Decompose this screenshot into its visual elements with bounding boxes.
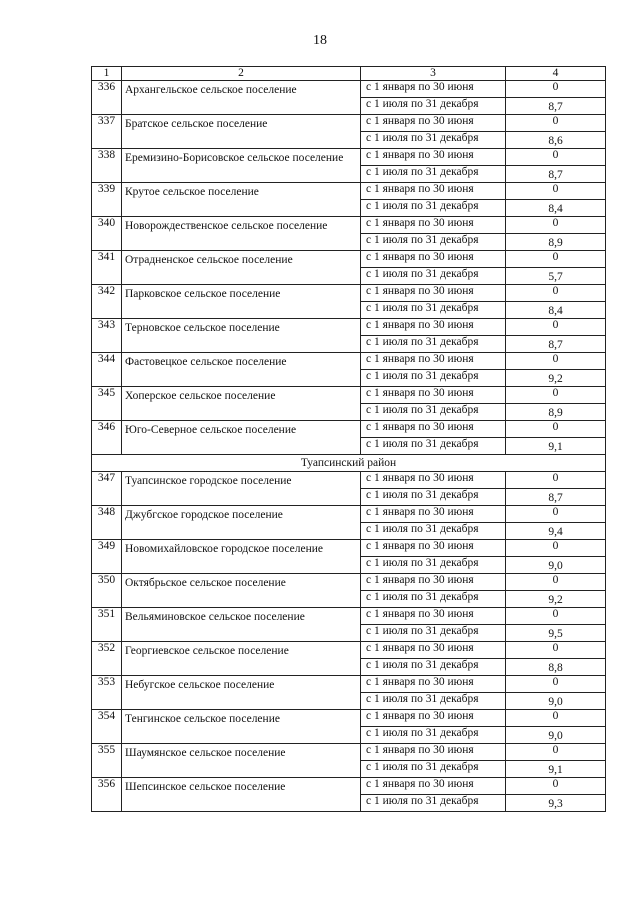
row-number: 350 [92, 574, 122, 608]
period-second-half: с 1 июля по 31 декабря [361, 98, 506, 115]
row-number: 341 [92, 251, 122, 285]
header-cell: 3 [361, 67, 506, 81]
period-second-half: с 1 июля по 31 декабря [361, 132, 506, 149]
settlement-name: Отрадненское сельское поселение [122, 251, 361, 285]
row-number: 337 [92, 115, 122, 149]
value-second-half: 8,7 [506, 336, 606, 353]
period-first-half: с 1 января по 30 июня [361, 285, 506, 302]
value-second-half: 8,7 [506, 98, 606, 115]
value-first-half: 0 [506, 642, 606, 659]
settlement-name: Небугское сельское поселение [122, 676, 361, 710]
period-first-half: с 1 января по 30 июня [361, 608, 506, 625]
period-first-half: с 1 января по 30 июня [361, 642, 506, 659]
table-row [92, 421, 606, 438]
settlement-name: Братское сельское поселение [122, 115, 361, 149]
period-second-half: с 1 июля по 31 декабря [361, 523, 506, 540]
value-second-half: 8,9 [506, 404, 606, 421]
value-second-half: 9,3 [506, 795, 606, 812]
period-second-half: с 1 июля по 31 декабря [361, 761, 506, 778]
row-number: 356 [92, 778, 122, 812]
settlement-name: Октябрьское сельское поселение [122, 574, 361, 608]
value-first-half: 0 [506, 149, 606, 166]
table-row [92, 506, 606, 523]
period-first-half: с 1 января по 30 июня [361, 778, 506, 795]
value-second-half: 8,7 [506, 489, 606, 506]
value-first-half: 0 [506, 115, 606, 132]
table-row [92, 81, 606, 98]
value-first-half: 0 [506, 608, 606, 625]
header-cell: 2 [122, 67, 361, 81]
period-second-half: с 1 июля по 31 декабря [361, 268, 506, 285]
settlement-name: Шепсинское сельское поселение [122, 778, 361, 812]
settlement-name: Новорождественское сельское поселение [122, 217, 361, 251]
row-number: 345 [92, 387, 122, 421]
settlement-name: Парковское сельское поселение [122, 285, 361, 319]
row-number: 348 [92, 506, 122, 540]
period-second-half: с 1 июля по 31 декабря [361, 625, 506, 642]
period-second-half: с 1 июля по 31 декабря [361, 557, 506, 574]
row-number: 352 [92, 642, 122, 676]
value-second-half: 9,1 [506, 438, 606, 455]
row-number: 339 [92, 183, 122, 217]
table-row [92, 676, 606, 693]
value-second-half: 9,0 [506, 557, 606, 574]
period-second-half: с 1 июля по 31 декабря [361, 166, 506, 183]
period-second-half: с 1 июля по 31 декабря [361, 404, 506, 421]
value-second-half: 8,9 [506, 234, 606, 251]
table-row [92, 608, 606, 625]
table-row [92, 472, 606, 489]
settlement-name: Джубгское городское поселение [122, 506, 361, 540]
page-number: 18 [313, 33, 327, 48]
settlement-name: Терновское сельское поселение [122, 319, 361, 353]
value-second-half: 9,4 [506, 523, 606, 540]
period-first-half: с 1 января по 30 июня [361, 421, 506, 438]
row-number: 353 [92, 676, 122, 710]
settlement-name: Шаумянское сельское поселение [122, 744, 361, 778]
value-second-half: 8,8 [506, 659, 606, 676]
period-first-half: с 1 января по 30 июня [361, 353, 506, 370]
table-row [92, 149, 606, 166]
settlement-name: Еремизино-Борисовское сельское поселение [122, 149, 361, 183]
period-first-half: с 1 января по 30 июня [361, 540, 506, 557]
table-row [92, 183, 606, 200]
row-number: 344 [92, 353, 122, 387]
value-first-half: 0 [506, 778, 606, 795]
period-second-half: с 1 июля по 31 декабря [361, 370, 506, 387]
value-first-half: 0 [506, 574, 606, 591]
period-second-half: с 1 июля по 31 декабря [361, 693, 506, 710]
period-first-half: с 1 января по 30 июня [361, 744, 506, 761]
table-row [92, 778, 606, 795]
settlement-name: Крутое сельское поселение [122, 183, 361, 217]
period-first-half: с 1 января по 30 июня [361, 506, 506, 523]
period-first-half: с 1 января по 30 июня [361, 217, 506, 234]
value-second-half: 8,4 [506, 200, 606, 217]
row-number: 347 [92, 472, 122, 506]
value-second-half: 9,0 [506, 693, 606, 710]
settlement-name: Архангельское сельское поселение [122, 81, 361, 115]
row-number: 354 [92, 710, 122, 744]
row-number: 343 [92, 319, 122, 353]
row-number: 342 [92, 285, 122, 319]
value-first-half: 0 [506, 217, 606, 234]
value-first-half: 0 [506, 285, 606, 302]
table-row [92, 353, 606, 370]
settlement-name: Туапсинское городское поселение [122, 472, 361, 506]
settlement-name: Юго-Северное сельское поселение [122, 421, 361, 455]
row-number: 346 [92, 421, 122, 455]
row-number: 338 [92, 149, 122, 183]
table-row [92, 574, 606, 591]
table-row [92, 387, 606, 404]
period-second-half: с 1 июля по 31 декабря [361, 336, 506, 353]
value-first-half: 0 [506, 472, 606, 489]
district-name: Туапсинский район [92, 455, 606, 472]
value-first-half: 0 [506, 353, 606, 370]
header-cell: 4 [506, 67, 606, 81]
period-second-half: с 1 июля по 31 декабря [361, 591, 506, 608]
period-first-half: с 1 января по 30 июня [361, 81, 506, 98]
period-second-half: с 1 июля по 31 декабря [361, 727, 506, 744]
period-second-half: с 1 июля по 31 декабря [361, 795, 506, 812]
value-first-half: 0 [506, 710, 606, 727]
period-first-half: с 1 января по 30 июня [361, 472, 506, 489]
period-first-half: с 1 января по 30 июня [361, 183, 506, 200]
table-row [92, 642, 606, 659]
value-second-half: 9,2 [506, 591, 606, 608]
row-number: 340 [92, 217, 122, 251]
table-row [92, 540, 606, 557]
value-first-half: 0 [506, 81, 606, 98]
period-first-half: с 1 января по 30 июня [361, 387, 506, 404]
period-second-half: с 1 июля по 31 декабря [361, 659, 506, 676]
value-second-half: 5,7 [506, 268, 606, 285]
value-first-half: 0 [506, 540, 606, 557]
value-second-half: 9,0 [506, 727, 606, 744]
row-number: 355 [92, 744, 122, 778]
row-number: 351 [92, 608, 122, 642]
value-first-half: 0 [506, 506, 606, 523]
value-second-half: 8,4 [506, 302, 606, 319]
district-row [92, 455, 606, 472]
value-second-half: 8,7 [506, 166, 606, 183]
settlement-name: Новомихайловское городское поселение [122, 540, 361, 574]
table-row [92, 115, 606, 132]
value-second-half: 8,6 [506, 132, 606, 149]
settlement-name: Тенгинское сельское поселение [122, 710, 361, 744]
value-first-half: 0 [506, 676, 606, 693]
period-first-half: с 1 января по 30 июня [361, 251, 506, 268]
table-row [92, 217, 606, 234]
value-first-half: 0 [506, 319, 606, 336]
table-row [92, 744, 606, 761]
period-first-half: с 1 января по 30 июня [361, 149, 506, 166]
header-cell: 1 [92, 67, 122, 81]
value-first-half: 0 [506, 421, 606, 438]
value-second-half: 9,5 [506, 625, 606, 642]
period-first-half: с 1 января по 30 июня [361, 319, 506, 336]
table-row [92, 285, 606, 302]
value-first-half: 0 [506, 183, 606, 200]
header-row [92, 67, 606, 81]
table-row [92, 319, 606, 336]
period-second-half: с 1 июля по 31 декабря [361, 200, 506, 217]
value-second-half: 9,2 [506, 370, 606, 387]
period-second-half: с 1 июля по 31 декабря [361, 489, 506, 506]
tariff-table [91, 66, 606, 812]
row-number: 349 [92, 540, 122, 574]
period-first-half: с 1 января по 30 июня [361, 574, 506, 591]
period-second-half: с 1 июля по 31 декабря [361, 438, 506, 455]
period-second-half: с 1 июля по 31 декабря [361, 234, 506, 251]
table-body [92, 67, 606, 812]
period-second-half: с 1 июля по 31 декабря [361, 302, 506, 319]
value-first-half: 0 [506, 251, 606, 268]
settlement-name: Вельяминовское сельское поселение [122, 608, 361, 642]
settlement-name: Хоперское сельское поселение [122, 387, 361, 421]
period-first-half: с 1 января по 30 июня [361, 676, 506, 693]
value-first-half: 0 [506, 387, 606, 404]
period-first-half: с 1 января по 30 июня [361, 115, 506, 132]
value-first-half: 0 [506, 744, 606, 761]
value-second-half: 9,1 [506, 761, 606, 778]
table-row [92, 710, 606, 727]
row-number: 336 [92, 81, 122, 115]
settlement-name: Фастовецкое сельское поселение [122, 353, 361, 387]
table-row [92, 251, 606, 268]
period-first-half: с 1 января по 30 июня [361, 710, 506, 727]
settlement-name: Георгиевское сельское поселение [122, 642, 361, 676]
